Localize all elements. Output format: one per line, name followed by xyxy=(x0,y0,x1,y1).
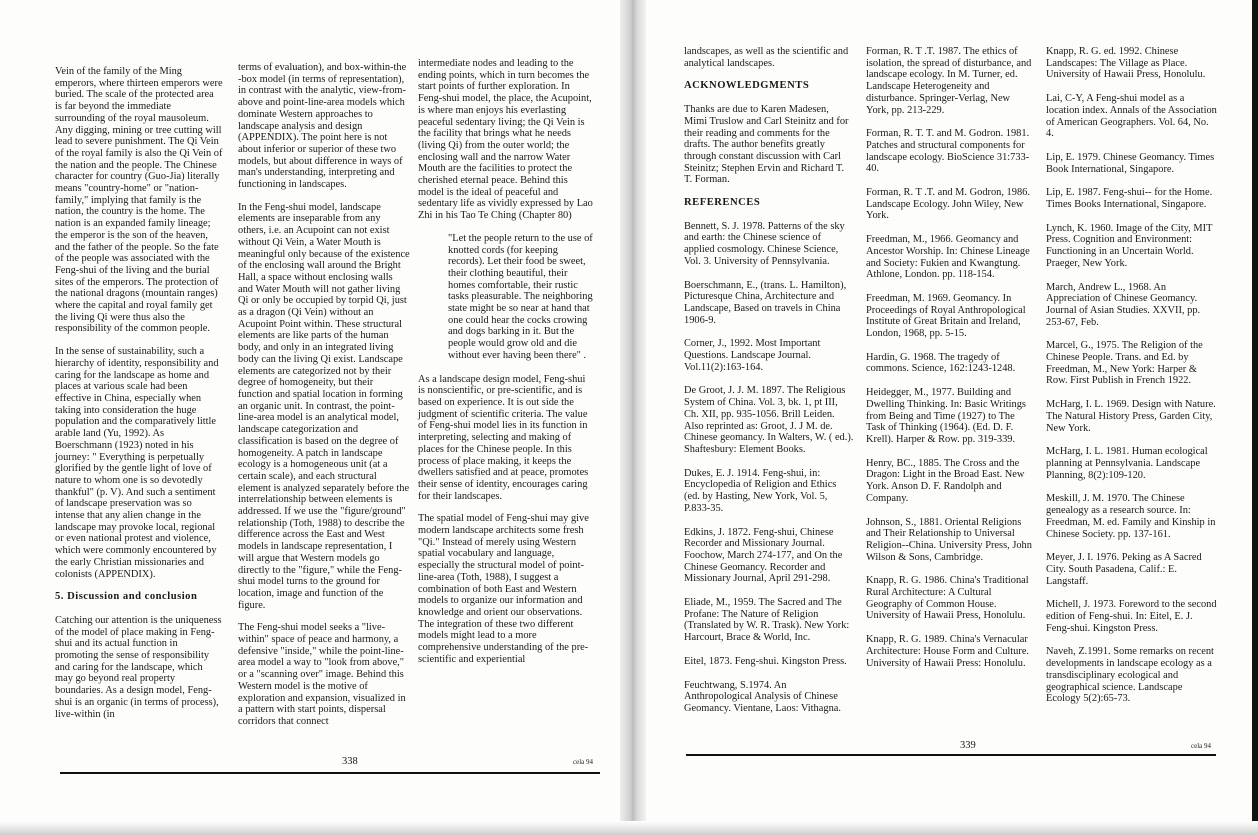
reference-entry: Knapp, R. G. ed. 1992. Chinese Landscapes: The Village as Place. University of Hawaii Press, Honolulu. xyxy=(1046,46,1206,81)
paragraph: In the Feng-shui model, landscape elements are inseparable from any others, i.e. an Acupoint can not exist without Qi Vein, a Water Mouth is meaningful only because of the existence of the enclosing wall around the Bright Hall, a space without enclosing walls and Water Mouth will not gather living Qi or only be occupied by torpid Qi, just as a dragon (Qi Vein) without an Acupoint Point within. These structural elements are like parts of the human body, and only in an integrated living body can the living Qi exist. Landscape elements are categorized not by their degree of homogeneity, but their function and spatial location in forming an organic unit. In contrast, the point-line-area model is an analytical model, landscape categorization and classification is based on the degree of homogeneity. A patch in landscape ecology is a homogeneous unit (at a certain scale), and each structural element is analyzed separately before the interrelationship between elements is addressed. If we use the "figure/ground" relationship (Toth, 1988) to describe the difference across the East and West models in landscape representation, I will argue that Western models go directly to the "figure," while the Feng-shui model turns to the ground for location, image and function of the figure. xyxy=(238,201,410,611)
reference-entry: Lip, E. 1987. Feng-shui-- for the Home. Times Books International, Singapore. xyxy=(1046,187,1213,211)
paragraph: The spatial model of Feng-shui may give modern landscape architects some fresh "Qi." Instead of merely using Western spatial vocabulary and language, especially the structural model of point-line-area (Toth, 1988), I suggest a combination of both East and Western models to organize our information and knowledge and orient our observations. The integration of these two different models might lead to a more comprehensive understanding of the pre-scientific and experiential xyxy=(418,513,589,665)
reference-entry: Bennett, S. J. 1978. Patterns of the sky and earth: the Chinese science of applied cosmology. Chinese Science, Vol. 3. University of Pennsylvania. xyxy=(684,220,845,267)
bottom-shadow xyxy=(0,821,1258,835)
footer-rule xyxy=(686,754,1216,756)
right-col-3 xyxy=(1046,46,1218,717)
reference-entry: Henry, BC., 1885. The Cross and the Dragon: Light in the Broad East. New York. Anson D. F. Randolph and Company. xyxy=(866,457,1025,504)
paragraph: intermediate nodes and leading to the ending points, which in turn becomes the start points of further exploration. In Feng-shui model, the place, the Acupoint, is where man enjoys his everlasting peaceful sedentary living; the Qi Vein is the facility that brings what he needs (living Qi) from the outer world; the enclosing wall and the narrow Water Mouth are the facilities to protect the cherished eternal peace. Behind this model is the ideal of peaceful and sedentary life as vividly expressed by Lao Zhi in his Tao Te Ching (Chapter 80) xyxy=(418,58,593,222)
left-col-1 xyxy=(55,66,223,731)
paragraph: landscapes, as well as the scientific and analytical landscapes. xyxy=(684,46,849,69)
reference-entry: Michell, J. 1973. Foreword to the second edition of Feng-shui. In: Eitel, E. J. Feng-shui. Kingston Press. xyxy=(1046,599,1217,634)
reference-entry: De Groot, J. J. M. 1897. The Religious System of China. Vol. 3, bk. 1, pt III, Ch. XII, pp. 935-1056. Brill Leiden. Also reprinted as: Groot, J. J M. de. Chinese geomancy. In Walters, W. ( ed.). Shaftesbury: Element Books. xyxy=(684,385,854,455)
page-number: 339 xyxy=(960,740,976,751)
reference-entry: Marcel, G., 1975. The Religion of the Chinese People. Trans. and Ed. by Freedman, M., New York: Harper & Row. First Publish in French 1922. xyxy=(1046,340,1203,387)
right-col-2 xyxy=(866,46,1034,681)
right-col-1 xyxy=(684,46,854,727)
footer-tag: cela 94 xyxy=(1191,742,1212,750)
reference-entry: Lynch, K. 1960. Image of the City, MIT Press. Cognition and Environment: Functioning in an Uncertain World. Praeger, New York. xyxy=(1046,222,1213,269)
reference-entry: Dukes, E. J. 1914. Feng-shui, in: Encyclopedia of Religion and Ethics (ed. by Hasting, New York, Vol. 5, P.833-35. xyxy=(684,467,837,514)
reference-entry: Freedman, M., 1966. Geomancy and Ancestor Worship. In: Chinese Lineage and Society: Fukien and Kwangtung. Athlone, London. pp. 118-154. xyxy=(866,234,1030,281)
reference-entry: Johnson, S., 1881. Oriental Religions and Their Relationship to Universal Religion--China. University Press, John Wilson & Sons, Cambridge. xyxy=(866,516,1032,563)
reference-entry: McHarg, I. L. 1981. Human ecological planning at Pennsylvania. Landscape Planning, 8(2):109-120. xyxy=(1046,446,1208,481)
reference-entry: Lai, C-Y, A Feng-shui model as a location index. Annals of the Association of American Geographers. Vol. 64, No. 4. xyxy=(1046,93,1217,140)
footer-rule xyxy=(60,772,600,774)
reference-entry: Lip, E. 1979. Chinese Geomancy. Times Book International, Singapore. xyxy=(1046,151,1215,175)
reference-entry: McHarg, I. L. 1969. Design with Nature. The Natural History Press, Garden City, New York. xyxy=(1046,399,1216,434)
footer-tag: cela 94 xyxy=(573,758,594,766)
left-col-2 xyxy=(238,62,410,739)
reference-entry: Naveh, Z.1991. Some remarks on recent developments in landscape ecology as a transdisciplinary ecological and geographical science. Landscape Ecology 5(2):65-73. xyxy=(1046,646,1214,705)
paragraph: Vein of the family of the Ming emperors, where thirteen emperors were buried. The scale of the protected area is far beyond the immediate surrounding of the royal mausoleum. Any digging, mining or tree cutting will lead to severe punishment. The Qi Vein of the royal family is also the Qi Vein of the nation and the people. The Chinese character for country (Guo-Jia) literally means "country-home" or "nation-family," implying that family is the nation, the country is the home. The nation is an expanded family lineage; the emperor is the son of the heaven, and the father of the people. So the fate of the people was associated with the Feng-shui of the living and the burial sites of the emperors. The protection of the national dragons (mountain ranges) where the capital and royal family get the living Qi were thus also the responsibility of the common people. xyxy=(55,66,223,335)
paragraph: In the sense of sustainability, such a hierarchy of identity, responsibility and caring for the landscape as home and places at various scale had been effective in China, especially when taking into consideration the huge population and the comparatively little arable land (Yu, 1992). As Boerschmann (1923) noted in his journey: " Everything is perpetually glorified by the gentle light of love of nature to whom one is so devotedly thankful" (p. V). And such a sentiment of landscape preservation was so intense that any alien change in the landscape may provoke local, regional or even national protest and violence, which were commonly encountered by the early Christian missionaries and colonists (APPENDIX). xyxy=(55,346,219,580)
reference-entry: Knapp, R. G. 1989. China's Vernacular Architecture: House Form and Culture. University of Hawaii Press: Honolulu. xyxy=(866,634,1030,669)
references-heading: REFERENCES xyxy=(684,197,761,209)
reference-entry: Hardin, G. 1968. The tragedy of commons. Science, 162:1243-1248. xyxy=(866,351,1016,375)
left-col-3 xyxy=(418,58,594,676)
reference-entry: March, Andrew L., 1968. An Appreciation of Chinese Geomancy. Journal of Asian Studies. XXVII, pp. 253-67, Feb. xyxy=(1046,281,1201,328)
reference-entry: Forman, R. T .T. and M. Godron, 1986. Landscape Ecology. John Wiley, New York. xyxy=(866,187,1030,222)
paragraph: As a landscape design model, Feng-shui is nonscientific, or pre-scientific, and is based on experience. It is out side the judgment of scientific criteria. The value of Feng-shui model lies in its function in interpreting, selecting and making of places for the Chinese people. In this process of place making, it keeps the dwellers satisfied and at peace, promotes their sense of identity, encourages caring for their landscapes. xyxy=(418,373,589,502)
reference-entry: Heidegger, M., 1977. Building and Dwelling Thinking. In: Basic Writings from Being and Time (1927) to The Task of Thinking (1964). (Ed. D. F. Krell). Harper & Row. pp. 319-339. xyxy=(866,387,1026,445)
acknowledgments-heading: ACKNOWLEDGMENTS xyxy=(684,80,810,92)
reference-entry: Corner, J., 1992. Most Important Questions. Landscape Journal. Vol.11(2):163-164. xyxy=(684,338,821,373)
paragraph: terms of evaluation), and box-within-the -box model (in terms of representation), in contrast with the analytic, view-from-above and point-line-area models which dominate Western approaches to landscape analysis and design (APPENDIX). The point here is not about inferior or superior of these two models, but about difference in ways of man's understanding, interpreting and functioning in landscapes. xyxy=(238,62,407,191)
reference-entry: Edkins, J. 1872. Feng-shui, Chinese Recorder and Missionary Journal. Foochow, March 274-177, and On the Chinese Geomancy. Recorder and Missionary Journal, April 291-298. xyxy=(684,526,843,585)
paragraph: Thanks are due to Karen Madesen, Mimi Truslow and Carl Steinitz and for their reading and comments for the drafts. The author benefits greatly through constant discussion with Carl Steinitz; Stephen Ervin and Richard T. T. Forman. xyxy=(684,104,849,186)
right-page xyxy=(646,0,1252,820)
reference-entry: Feuchtwang, S.1974. An Anthropological Analysis of Chinese Geomancy. Vientane, Laos: Vithagna. xyxy=(684,679,841,714)
block-quote: "Let the people return to the use of knotted cords (for keeping records). Let their food be sweet, their clothing beautiful, their homes comfortable, their rustic tasks pleasurable. The neighboring state might be so near at hand that one could hear the cocks crowing and dogs barking in it. But the people would grow old and die without ever having been there" . xyxy=(448,232,593,361)
reference-entry: Knapp, R. G. 1986. China's Traditional Rural Architecture: A Cultural Geography of Common House. University of Hawaii Press, Honolulu. xyxy=(866,575,1029,622)
reference-entry: Forman, R. T .T. 1987. The ethics of isolation, the spread of disturbance, and landscape ecology. In M. Turner, ed. Landscape Heterogeneity and disturbance. Springer-Verlag, New York, pp. 213-229. xyxy=(866,46,1032,116)
paragraph: Catching our attention is the uniqueness of the model of place making in Feng-shui and its actual function in promoting the sense of responsibility and caring for the landscape, which may go beyond real property boundaries. As a design model, Feng-shui is an organic (in terms of process), live-within (in xyxy=(55,614,222,720)
reference-entry: Forman, R. T. T. and M. Godron. 1981. Patches and structural components for landscape ecology. BioScience 31:733-40. xyxy=(866,128,1030,175)
left-page xyxy=(0,0,620,820)
reference-entry: Eitel, 1873. Feng-shui. Kingston Press. xyxy=(684,655,847,667)
reference-entry: Boerschmann, E., (trans. L. Hamilton), Picturesque China, Architecture and Landscape, Based on travels in China 1906-9. xyxy=(684,279,847,326)
reference-entry: Eliade, M., 1959. The Sacred and The Profane: The Nature of Religion (Translated by W. R. Trask). New York: Harcourt, Brace & World, Inc. xyxy=(684,597,850,644)
paragraph: The Feng-shui model seeks a "live-within" space of peace and harmony, a defensive "inside," while the point-line-area model a way to "look from above," or a "scanning over" image. Behind this Western model is the motive of exploration and expansion, visualized in a pattern with start points, dispersal corridors that connect xyxy=(238,622,406,727)
book-gutter xyxy=(620,0,646,835)
section-heading: 5. Discussion and conclusion xyxy=(55,591,198,603)
page-number: 338 xyxy=(342,756,358,767)
reference-entry: Meyer, J. I. 1976. Peking as A Sacred City. South Pasadena, Calif.: E. Langstaff. xyxy=(1046,552,1202,587)
page-edge xyxy=(1252,0,1258,835)
reference-entry: Freedman, M. 1969. Geomancy. In Proceedings of Royal Anthropological Institute of Great Britain and Ireland, London, 1968, pp. 5-15. xyxy=(866,292,1026,340)
reference-entry: Meskill, J. M. 1970. The Chinese genealogy as a research source. In: Freedman, M. ed. Family and Kinship in Chinese Society. pp. 137-161. xyxy=(1046,493,1216,540)
